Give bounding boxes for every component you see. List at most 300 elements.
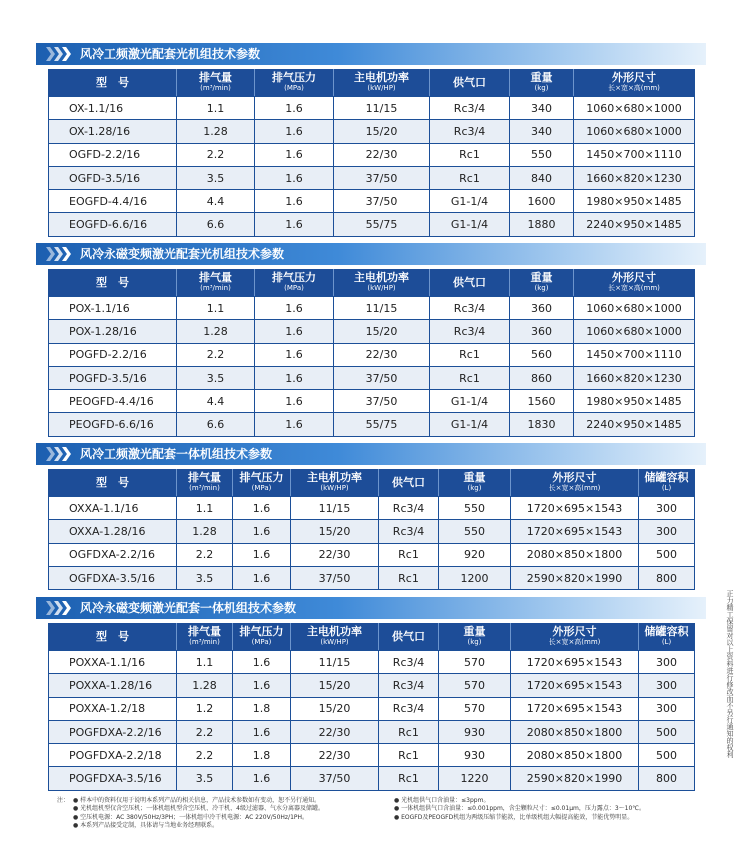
table-cell: Rc1 — [379, 743, 439, 766]
model-cell: POGFDXA-2.2/16 — [49, 720, 177, 743]
column-header-label: 型 号 — [96, 475, 129, 489]
table-cell: 1060×680×1000 — [574, 319, 694, 342]
table-cell: 11/15 — [291, 650, 379, 673]
chevron-right-icon — [46, 47, 74, 61]
chevron-right-icon — [46, 601, 74, 615]
table-cell: 1060×680×1000 — [574, 119, 694, 142]
model-cell: POXXA-1.2/18 — [49, 697, 177, 720]
table-cell: 1450×700×1110 — [574, 143, 694, 166]
column-header — [510, 269, 574, 296]
table-cell: 15/20 — [334, 319, 430, 342]
column-header-label: 排气压力 — [272, 71, 316, 84]
table-cell: 2.2 — [177, 543, 233, 566]
table-cell: 22/30 — [334, 343, 430, 366]
column-header-unit: (kW/HP) — [367, 84, 396, 92]
column-header-label: 外形尺寸 — [612, 271, 656, 284]
section-title-bar — [36, 243, 706, 265]
table-row — [49, 496, 694, 519]
model-cell: OGFD-2.2/16 — [49, 143, 177, 166]
table-cell: 11/15 — [334, 96, 430, 119]
table-cell: 1.6 — [233, 650, 291, 673]
model-cell: OGFDXA-2.2/16 — [49, 543, 177, 566]
column-header — [430, 269, 510, 296]
column-header-unit: (L) — [661, 638, 672, 646]
note-item: ● 光机组供气口含油量：≤3ppm。 — [394, 797, 490, 804]
model-cell: OX-1.1/16 — [49, 96, 177, 119]
table-cell: 1.1 — [177, 96, 255, 119]
table-cell: G1-1/4 — [430, 212, 510, 235]
table-cell: 1980×950×1485 — [574, 189, 694, 212]
column-header-unit: (m³/min) — [189, 638, 220, 646]
table-cell: 1720×695×1543 — [511, 650, 639, 673]
table-cell: 860 — [510, 366, 574, 389]
table-body — [49, 496, 694, 589]
table-cell: 1.6 — [233, 566, 291, 589]
table-cell: 22/30 — [291, 743, 379, 766]
column-header — [430, 69, 510, 96]
column-header — [49, 69, 177, 96]
table-cell: 1.6 — [233, 720, 291, 743]
column-header-unit: (m³/min) — [200, 284, 231, 292]
column-header-unit: (MPa) — [251, 484, 272, 492]
column-header-label: 重量 — [530, 71, 553, 84]
table-cell: 1880 — [510, 212, 574, 235]
table-cell: 2080×850×1800 — [511, 720, 639, 743]
column-header — [49, 623, 177, 650]
column-header — [177, 269, 255, 296]
table-cell: 1.6 — [233, 519, 291, 542]
table-cell: 55/75 — [334, 412, 430, 435]
notes-label: 注： — [57, 797, 70, 804]
table-row — [49, 166, 694, 189]
table-cell: 800 — [639, 766, 694, 789]
table-row — [49, 319, 694, 342]
column-header-label: 排气量 — [188, 625, 221, 638]
note-item: ● EOGFD及PEOGFD机组为两级压缩节能款，比单级机组大幅提高能效，节能优势明显。 — [394, 813, 634, 821]
table-body — [49, 96, 694, 236]
table-cell: 2240×950×1485 — [574, 212, 694, 235]
table-cell: Rc3/4 — [379, 519, 439, 542]
table-cell: 1060×680×1000 — [574, 296, 694, 319]
table-cell: 1720×695×1543 — [511, 673, 639, 696]
column-header-unit: (kg) — [534, 284, 549, 292]
table-cell: 550 — [439, 519, 511, 542]
table-cell: 37/50 — [334, 166, 430, 189]
table-cell: 22/30 — [291, 543, 379, 566]
table-cell: 1660×820×1230 — [574, 166, 694, 189]
table-cell: 1600 — [510, 189, 574, 212]
table-row — [49, 650, 694, 673]
column-header-unit: 长×宽×高(mm) — [548, 638, 601, 646]
table-cell: 2.2 — [177, 143, 255, 166]
table-cell: 1720×695×1543 — [511, 519, 639, 542]
column-header — [574, 269, 694, 296]
table-cell: 4.4 — [177, 189, 255, 212]
table-row — [49, 697, 694, 720]
table-row — [49, 766, 694, 789]
column-header-unit: (kW/HP) — [367, 284, 396, 292]
table-cell: 37/50 — [291, 566, 379, 589]
column-header-unit: (MPa) — [251, 638, 272, 646]
table-cell: 340 — [510, 119, 574, 142]
section-title: 风冷永磁变频激光配套一体机组技术参数 — [80, 601, 297, 615]
table-cell: 500 — [639, 720, 694, 743]
table-cell: 15/20 — [291, 519, 379, 542]
section-title: 风冷工频激光配套一体机组技术参数 — [80, 447, 273, 461]
table-cell: 930 — [439, 743, 511, 766]
chevron-right-icon — [46, 247, 74, 261]
column-header — [639, 623, 694, 650]
table-cell: 1.1 — [177, 496, 233, 519]
table-cell: Rc1 — [430, 366, 510, 389]
table-cell: Rc3/4 — [430, 119, 510, 142]
table-cell: Rc3/4 — [379, 697, 439, 720]
table-header-row — [49, 69, 694, 96]
column-header — [439, 469, 511, 496]
table-cell: Rc3/4 — [430, 296, 510, 319]
table-cell: 1.6 — [255, 143, 334, 166]
table-cell: 1450×700×1110 — [574, 343, 694, 366]
table-header-row — [49, 623, 694, 650]
table-cell: 1.6 — [233, 766, 291, 789]
column-header-label: 排气压力 — [272, 271, 316, 284]
table-cell: 1220 — [439, 766, 511, 789]
column-header-unit: 长×宽×高(mm) — [608, 284, 660, 292]
column-header — [639, 469, 694, 496]
column-header-label: 主电机功率 — [307, 471, 362, 484]
table-cell: 2.2 — [177, 743, 233, 766]
table-cell: 4.4 — [177, 389, 255, 412]
table-cell: 22/30 — [334, 143, 430, 166]
table-cell: 1.6 — [255, 412, 334, 435]
table-cell: 1980×950×1485 — [574, 389, 694, 412]
column-header — [511, 623, 639, 650]
column-header — [334, 69, 430, 96]
note-item: ● 样本中的资料仅用于说明本系列产品的相关信息，产品技术参数如有变动，恕不另行通知。 — [73, 797, 321, 804]
table-cell: Rc1 — [379, 766, 439, 789]
table-cell: 1.1 — [177, 296, 255, 319]
table-cell: 1.6 — [255, 189, 334, 212]
table-cell: 1.28 — [177, 519, 233, 542]
table-cell: 1720×695×1543 — [511, 697, 639, 720]
table-cell: Rc1 — [379, 566, 439, 589]
table-cell: 6.6 — [177, 212, 255, 235]
column-header-unit: (kW/HP) — [320, 638, 349, 646]
section-title: 风冷工频激光配套光机组技术参数 — [80, 47, 261, 61]
table-cell: 1560 — [510, 389, 574, 412]
table-cell: Rc1 — [379, 543, 439, 566]
table-row — [49, 96, 694, 119]
table-row — [49, 143, 694, 166]
table-cell: Rc3/4 — [379, 673, 439, 696]
table-cell: 1.6 — [255, 96, 334, 119]
table-cell: 570 — [439, 697, 511, 720]
table-cell: 1830 — [510, 412, 574, 435]
notes-left — [73, 797, 373, 831]
note-item: ● 空压机电源：AC 380V/50Hz/3PH；一体机组中冷干机电源：AC 220V/50Hz/1PH。 — [73, 813, 309, 821]
model-cell: POGFD-2.2/16 — [49, 343, 177, 366]
table-cell: 2080×850×1800 — [511, 743, 639, 766]
table-cell: 2590×820×1990 — [511, 566, 639, 589]
table-cell: 1.28 — [177, 319, 255, 342]
table-cell: 500 — [639, 743, 694, 766]
table-cell: 930 — [439, 720, 511, 743]
model-cell: OXXA-1.1/16 — [49, 496, 177, 519]
column-header-label: 型 号 — [96, 629, 129, 643]
table-cell: 11/15 — [334, 296, 430, 319]
table-header-row — [49, 469, 694, 496]
note-item: ● 一体机组供气口含油量：≤0.001ppm，含尘颗粒尺寸：≤0.01μm，压力露点：3～10℃。 — [394, 805, 646, 813]
chevron-right-icon — [46, 447, 74, 461]
column-header-label: 重量 — [463, 625, 486, 638]
model-cell: OX-1.28/16 — [49, 119, 177, 142]
column-header — [255, 269, 334, 296]
table-cell: 1.28 — [177, 119, 255, 142]
table-row — [49, 343, 694, 366]
table-cell: 550 — [439, 496, 511, 519]
table-row — [49, 673, 694, 696]
table-cell: 340 — [510, 96, 574, 119]
model-cell: POGFDXA-2.2/18 — [49, 743, 177, 766]
column-header-label: 外形尺寸 — [552, 471, 597, 484]
column-header-label: 排气压力 — [239, 625, 284, 638]
table-cell: Rc1 — [430, 143, 510, 166]
column-header — [334, 269, 430, 296]
column-header-label: 重量 — [463, 471, 486, 484]
column-header-label: 供气口 — [392, 629, 425, 643]
column-header-label: 外形尺寸 — [612, 71, 656, 84]
column-header — [233, 469, 291, 496]
table-row — [49, 543, 694, 566]
table-row — [49, 389, 694, 412]
table-cell: 2080×850×1800 — [511, 543, 639, 566]
column-header-label: 储罐容积 — [644, 625, 689, 638]
column-header — [233, 623, 291, 650]
table-cell: 1.2 — [177, 697, 233, 720]
column-header-label: 型 号 — [96, 75, 129, 89]
column-header-label: 主电机功率 — [354, 71, 409, 84]
table-cell: 1720×695×1543 — [511, 496, 639, 519]
column-header-label: 主电机功率 — [354, 271, 409, 284]
table-row — [49, 412, 694, 435]
table-row — [49, 119, 694, 142]
table-cell: 1660×820×1230 — [574, 366, 694, 389]
table-row — [49, 519, 694, 542]
table-cell: 300 — [639, 673, 694, 696]
table-cell: Rc1 — [379, 720, 439, 743]
column-header — [255, 69, 334, 96]
table-cell: 840 — [510, 166, 574, 189]
column-header — [177, 623, 233, 650]
model-cell: PEOGFD-6.6/16 — [49, 412, 177, 435]
model-cell: OGFDXA-3.5/16 — [49, 566, 177, 589]
column-header-label: 排气量 — [199, 71, 232, 84]
table-cell: 15/20 — [334, 119, 430, 142]
spec-table — [48, 469, 695, 590]
note-item: ● 光机组机型仅含空压机；一体机组机型含空压机、冷干机、4级过滤器、气水分离器及储罐。 — [73, 805, 324, 813]
column-header — [510, 69, 574, 96]
table-cell: 1.6 — [255, 212, 334, 235]
table-cell: 1060×680×1000 — [574, 96, 694, 119]
table-cell: 1.28 — [177, 673, 233, 696]
table-cell: 37/50 — [334, 389, 430, 412]
table-cell: 3.5 — [177, 566, 233, 589]
table-cell: 55/75 — [334, 212, 430, 235]
table-cell: 500 — [639, 543, 694, 566]
table-header-row — [49, 269, 694, 296]
section-title-bar — [36, 597, 706, 619]
table-cell: 1.6 — [255, 296, 334, 319]
table-row — [49, 189, 694, 212]
table-cell: 920 — [439, 543, 511, 566]
table-cell: G1-1/4 — [430, 412, 510, 435]
table-cell: 1.8 — [233, 697, 291, 720]
table-cell: Rc1 — [430, 166, 510, 189]
model-cell: OXXA-1.28/16 — [49, 519, 177, 542]
spec-table — [48, 269, 695, 437]
section-title-bar — [36, 43, 706, 65]
section-title: 风冷永磁变频激光配套光机组技术参数 — [80, 247, 285, 261]
table-cell: Rc3/4 — [430, 96, 510, 119]
column-header — [177, 69, 255, 96]
table-cell: 300 — [639, 697, 694, 720]
column-header — [49, 469, 177, 496]
column-header-label: 供气口 — [453, 275, 486, 289]
table-cell: 360 — [510, 296, 574, 319]
column-header-label: 排气量 — [199, 271, 232, 284]
table-cell: 1.6 — [233, 543, 291, 566]
column-header-unit: (kg) — [467, 638, 482, 646]
model-cell: EOGFD-4.4/16 — [49, 189, 177, 212]
table-cell: 1.1 — [177, 650, 233, 673]
column-header-unit: 长×宽×高(mm) — [608, 84, 660, 92]
table-cell: 15/20 — [291, 697, 379, 720]
column-header-unit: 长×宽×高(mm) — [548, 484, 601, 492]
column-header-unit: (MPa) — [284, 284, 304, 292]
table-body — [49, 650, 694, 790]
table-cell: 560 — [510, 343, 574, 366]
table-cell: 570 — [439, 673, 511, 696]
model-cell: OGFD-3.5/16 — [49, 166, 177, 189]
model-cell: POXXA-1.28/16 — [49, 673, 177, 696]
model-cell: PEOGFD-4.4/16 — [49, 389, 177, 412]
model-cell: POXXA-1.1/16 — [49, 650, 177, 673]
table-cell: 22/30 — [291, 720, 379, 743]
table-body — [49, 296, 694, 436]
table-row — [49, 366, 694, 389]
table-cell: Rc3/4 — [430, 319, 510, 342]
column-header-unit: (MPa) — [284, 84, 304, 92]
table-cell: G1-1/4 — [430, 189, 510, 212]
column-header — [439, 623, 511, 650]
column-header — [177, 469, 233, 496]
table-cell: 2590×820×1990 — [511, 766, 639, 789]
table-cell: 2.2 — [177, 343, 255, 366]
model-cell: POGFD-3.5/16 — [49, 366, 177, 389]
note-item: ● 本系列产品接受定制，具体请与当地业务经理联系。 — [73, 822, 219, 830]
table-cell: 3.5 — [177, 366, 255, 389]
column-header — [49, 269, 177, 296]
column-header — [291, 469, 379, 496]
table-cell: G1-1/4 — [430, 389, 510, 412]
table-cell: 6.6 — [177, 412, 255, 435]
column-header-unit: (m³/min) — [189, 484, 220, 492]
column-header-label: 重量 — [530, 271, 553, 284]
table-cell: 2240×950×1485 — [574, 412, 694, 435]
column-header — [574, 69, 694, 96]
table-cell: 360 — [510, 319, 574, 342]
table-cell: 1.6 — [255, 119, 334, 142]
spec-table — [48, 69, 695, 237]
table-cell: 3.5 — [177, 166, 255, 189]
table-cell: 37/50 — [334, 189, 430, 212]
column-header — [379, 469, 439, 496]
table-cell: 1.6 — [233, 673, 291, 696]
table-row — [49, 212, 694, 235]
model-cell: POX-1.28/16 — [49, 319, 177, 342]
column-header-label: 储罐容积 — [644, 471, 689, 484]
table-cell: 300 — [639, 496, 694, 519]
table-cell: Rc1 — [430, 343, 510, 366]
column-header — [291, 623, 379, 650]
column-header — [379, 623, 439, 650]
column-header-label: 外形尺寸 — [552, 625, 597, 638]
table-cell: 3.5 — [177, 766, 233, 789]
table-cell: 1.6 — [255, 366, 334, 389]
table-cell: 1.6 — [233, 496, 291, 519]
table-cell: 570 — [439, 650, 511, 673]
table-cell: 1.6 — [255, 343, 334, 366]
table-cell: 37/50 — [334, 366, 430, 389]
table-cell: 15/20 — [291, 673, 379, 696]
table-cell: Rc3/4 — [379, 650, 439, 673]
table-cell: 2.2 — [177, 720, 233, 743]
column-header-unit: (kg) — [534, 84, 549, 92]
column-header-label: 供气口 — [453, 75, 486, 89]
section-title-bar — [36, 443, 706, 465]
table-cell: 37/50 — [291, 766, 379, 789]
table-row — [49, 296, 694, 319]
table-cell: 1.8 — [233, 743, 291, 766]
table-cell: 550 — [510, 143, 574, 166]
table-cell: 300 — [639, 650, 694, 673]
table-cell: 300 — [639, 519, 694, 542]
spec-table — [48, 623, 695, 791]
model-cell: EOGFD-6.6/16 — [49, 212, 177, 235]
table-cell: 1.6 — [255, 166, 334, 189]
column-header-unit: (kg) — [467, 484, 482, 492]
table-cell: 1200 — [439, 566, 511, 589]
column-header-unit: (L) — [661, 484, 672, 492]
rights-notice: 正力精工保留对以上资料进行修改而不另行通知的权利 — [726, 590, 734, 758]
notes-right — [394, 797, 714, 822]
model-cell: POX-1.1/16 — [49, 296, 177, 319]
table-cell: 11/15 — [291, 496, 379, 519]
column-header-label: 排气压力 — [239, 471, 284, 484]
table-cell: 1.6 — [255, 319, 334, 342]
table-cell: 1.6 — [255, 389, 334, 412]
column-header-label: 型 号 — [96, 275, 129, 289]
table-cell: 800 — [639, 566, 694, 589]
column-header-label: 供气口 — [392, 475, 425, 489]
column-header-unit: (m³/min) — [200, 84, 231, 92]
column-header-label: 主电机功率 — [307, 625, 362, 638]
table-row — [49, 743, 694, 766]
column-header-label: 排气量 — [188, 471, 221, 484]
column-header-unit: (kW/HP) — [320, 484, 349, 492]
table-cell: Rc3/4 — [379, 496, 439, 519]
table-row — [49, 720, 694, 743]
